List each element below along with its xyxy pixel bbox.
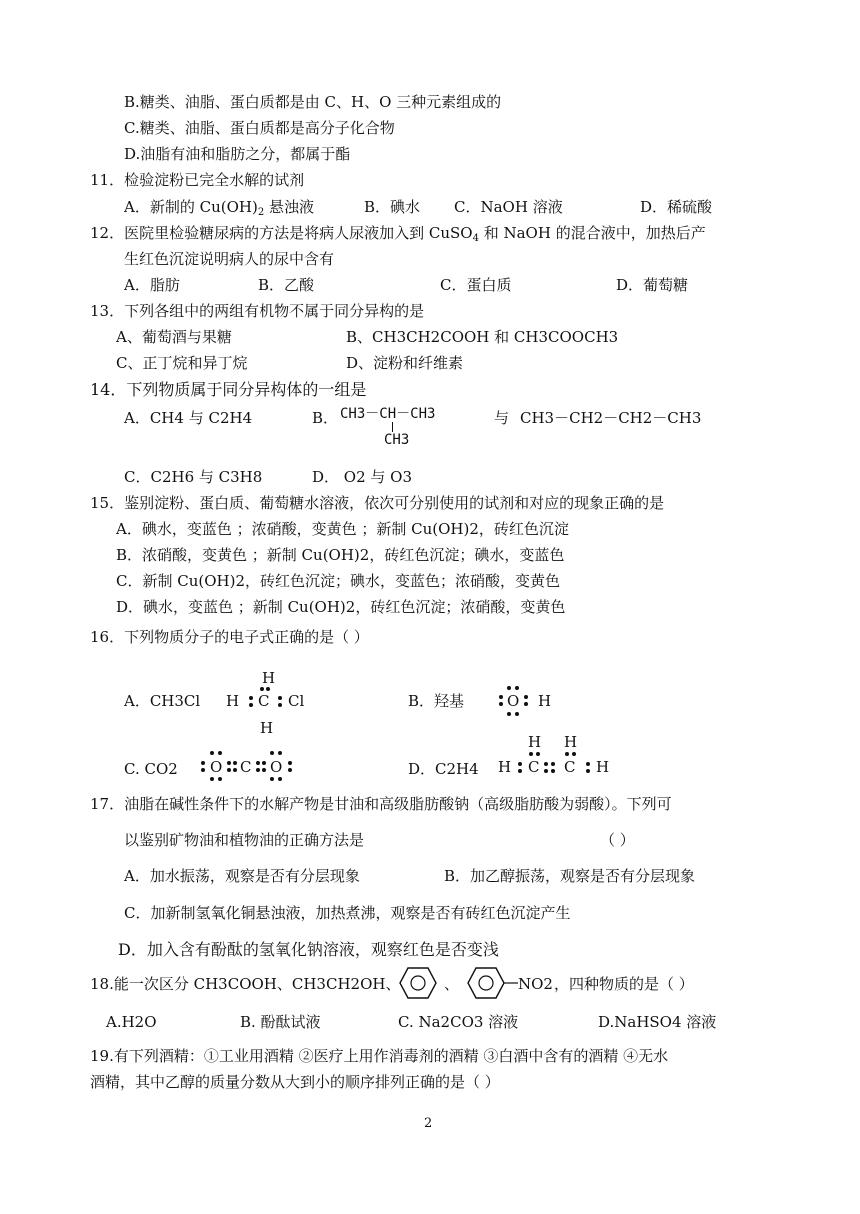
q11-option-b: B．碘水	[364, 198, 421, 216]
q13-option-c: C、正丁烷和异丁烷	[116, 354, 248, 372]
q11-option-a: A．新制的 $Cu(OH)_2$ 悬浊液	[124, 198, 314, 218]
page-number: 2	[424, 1116, 433, 1131]
atom-h: H	[498, 758, 512, 776]
q18-option-a: A.H2O	[106, 1013, 157, 1031]
q12-stem: 12．医院里检验糖尿病的方法是将病人尿液加入到 CuSO$_4$ 和 NaOH 的混合液中，加热后产	[90, 224, 706, 244]
q18-stem-start: 18.能一次区分 CH3COOH、CH3CH2OH、	[90, 975, 401, 993]
atom-c: C	[564, 758, 576, 776]
q14-option-b-label: B．	[312, 409, 339, 427]
q17-option-d: D．加入含有酚酞的氢氧化钠溶液，观察红色是否变浅	[118, 940, 499, 959]
atom-h: H	[226, 692, 240, 710]
q13-option-a: A、葡萄酒与果糖	[116, 328, 232, 346]
q16-ch3cl-electron-formula	[222, 668, 322, 738]
q12-option-a: A．脂肪	[124, 276, 180, 294]
q15-option-c: C．新制 Cu(OH)2，砖红色沉淀；碘水，变蓝色；浓硝酸，变黄色	[116, 572, 561, 590]
atom-h: H	[260, 719, 274, 737]
q18-option-d: D.NaHSO4 溶液	[598, 1013, 717, 1031]
q10-option-b: B.糖类、油脂、蛋白质都是由 C、H、O 三种元素组成的	[124, 93, 502, 111]
q11-stem: 11．检验淀粉已完全水解的试剂	[90, 171, 305, 189]
q17-option-c: C．加新制氢氧化铜悬浊液，加热煮沸，观察是否有砖红色沉淀产生	[124, 904, 571, 922]
q15-stem: 15．鉴别淀粉、蛋白质、葡萄糖水溶液，依次可分别使用的试剂和对应的现象正确的是	[90, 494, 665, 512]
q19-line1: 19.有下列酒精：①工业用酒精 ②医疗上用作消毒剂的酒精 ③白酒中含有的酒精 ④无水	[90, 1047, 669, 1065]
q11-option-d: D．稀硫酸	[640, 198, 713, 216]
atom-cl: Cl	[288, 692, 305, 710]
q14-option-d: D． O2 与 O3	[312, 468, 413, 486]
q16-c2h4-electron-formula	[494, 732, 614, 784]
q18-separator: 、	[444, 975, 460, 993]
q16-option-b-label: B．羟基	[408, 692, 465, 710]
q16-stem: 16．下列物质分子的电子式正确的是（ ）	[90, 628, 369, 646]
atom-h: H	[528, 733, 542, 751]
nitrobenzene-ring-icon	[466, 966, 518, 1000]
q14-option-a: A．CH4 与 C2H4	[124, 409, 253, 427]
q13-option-b: B、CH3CH2COOH 和 CH3COOCH3	[346, 328, 619, 346]
q16-hydroxyl-electron-formula	[496, 684, 556, 720]
q10-option-c: C.糖类、油脂、蛋白质都是高分子化合物	[124, 119, 395, 137]
q13-stem: 13．下列各组中的两组有机物不属于同分异构的是	[90, 302, 425, 320]
q13-option-d: D、淀粉和纤维素	[346, 354, 464, 372]
q18-option-b: B. 酚酞试液	[240, 1013, 321, 1031]
q18-option-c: C. Na2CO3 溶液	[398, 1013, 519, 1031]
q14-branched-structure: CH3－CH－CH3	[340, 406, 436, 422]
q12-stem-line2: 生红色沉淀说明病人的尿中含有	[124, 250, 335, 268]
q16-option-c-label: C. CO2	[124, 760, 178, 778]
q14-linear-structure: CH3－CH2－CH2－CH3	[520, 409, 702, 427]
atom-h: H	[538, 692, 552, 710]
q18-stem-end: ，四种物质的是（ ）	[554, 975, 694, 993]
q19-line2: 酒精，其中乙醇的质量分数从大到小的顺序排列正确的是（ ）	[90, 1073, 500, 1091]
q14-and: 与	[494, 409, 510, 427]
q17-answer-paren: （ ）	[600, 831, 635, 849]
q16-option-d-label: D．C2H4	[408, 760, 479, 778]
atom-h: H	[262, 669, 276, 687]
q16-option-a-label: A．CH3Cl	[124, 692, 201, 710]
q12-option-d: D．葡萄糖	[616, 276, 689, 294]
atom-c: C	[528, 758, 540, 776]
q17-stem-line1: 17．油脂在碱性条件下的水解产物是甘油和高级脂肪酸钠（高级脂肪酸为弱酸）。下列可	[90, 795, 672, 813]
atom-h: H	[564, 733, 578, 751]
q17-stem-line2: 以鉴别矿物油和植物油的正确方法是	[124, 831, 365, 849]
q11-option-c: C．NaOH 溶液	[454, 198, 563, 216]
atom-c: C	[240, 758, 252, 776]
atom-c: C	[258, 692, 270, 710]
q10-option-d: D.油脂有油和脂肪之分，都属于酯	[124, 145, 351, 163]
q16-co2-electron-formula	[198, 748, 302, 784]
q15-option-d: D．碘水，变蓝色 ；新制 Cu(OH)2，砖红色沉淀；浓硝酸，变黄色	[116, 598, 566, 616]
q17-option-b: B．加乙醇振荡，观察是否有分层现象	[444, 867, 696, 885]
atom-o: O	[270, 758, 283, 776]
q18-nitro-group: NO2	[518, 975, 553, 993]
q15-option-a: A．碘水，变蓝色 ；浓硝酸，变黄色 ；新制 Cu(OH)2，砖红色沉淀	[116, 520, 569, 538]
q12-option-b: B．乙酸	[258, 276, 315, 294]
q14-stem: 14．下列物质属于同分异构体的一组是	[90, 380, 367, 399]
q15-option-b: B．浓硝酸，变黄色 ；新制 Cu(OH)2，砖红色沉淀；碘水，变蓝色	[116, 546, 565, 564]
q17-option-a: A．加水振荡，观察是否有分层现象	[124, 867, 360, 885]
q14-option-c: C．C2H6 与 C3H8	[124, 468, 263, 486]
q12-option-c: C．蛋白质	[440, 276, 512, 294]
atom-o: O	[507, 692, 520, 710]
atom-h: H	[596, 758, 610, 776]
benzene-ring-icon	[398, 966, 438, 1000]
atom-o: O	[210, 758, 223, 776]
q14-branch-group: CH3	[384, 432, 410, 448]
